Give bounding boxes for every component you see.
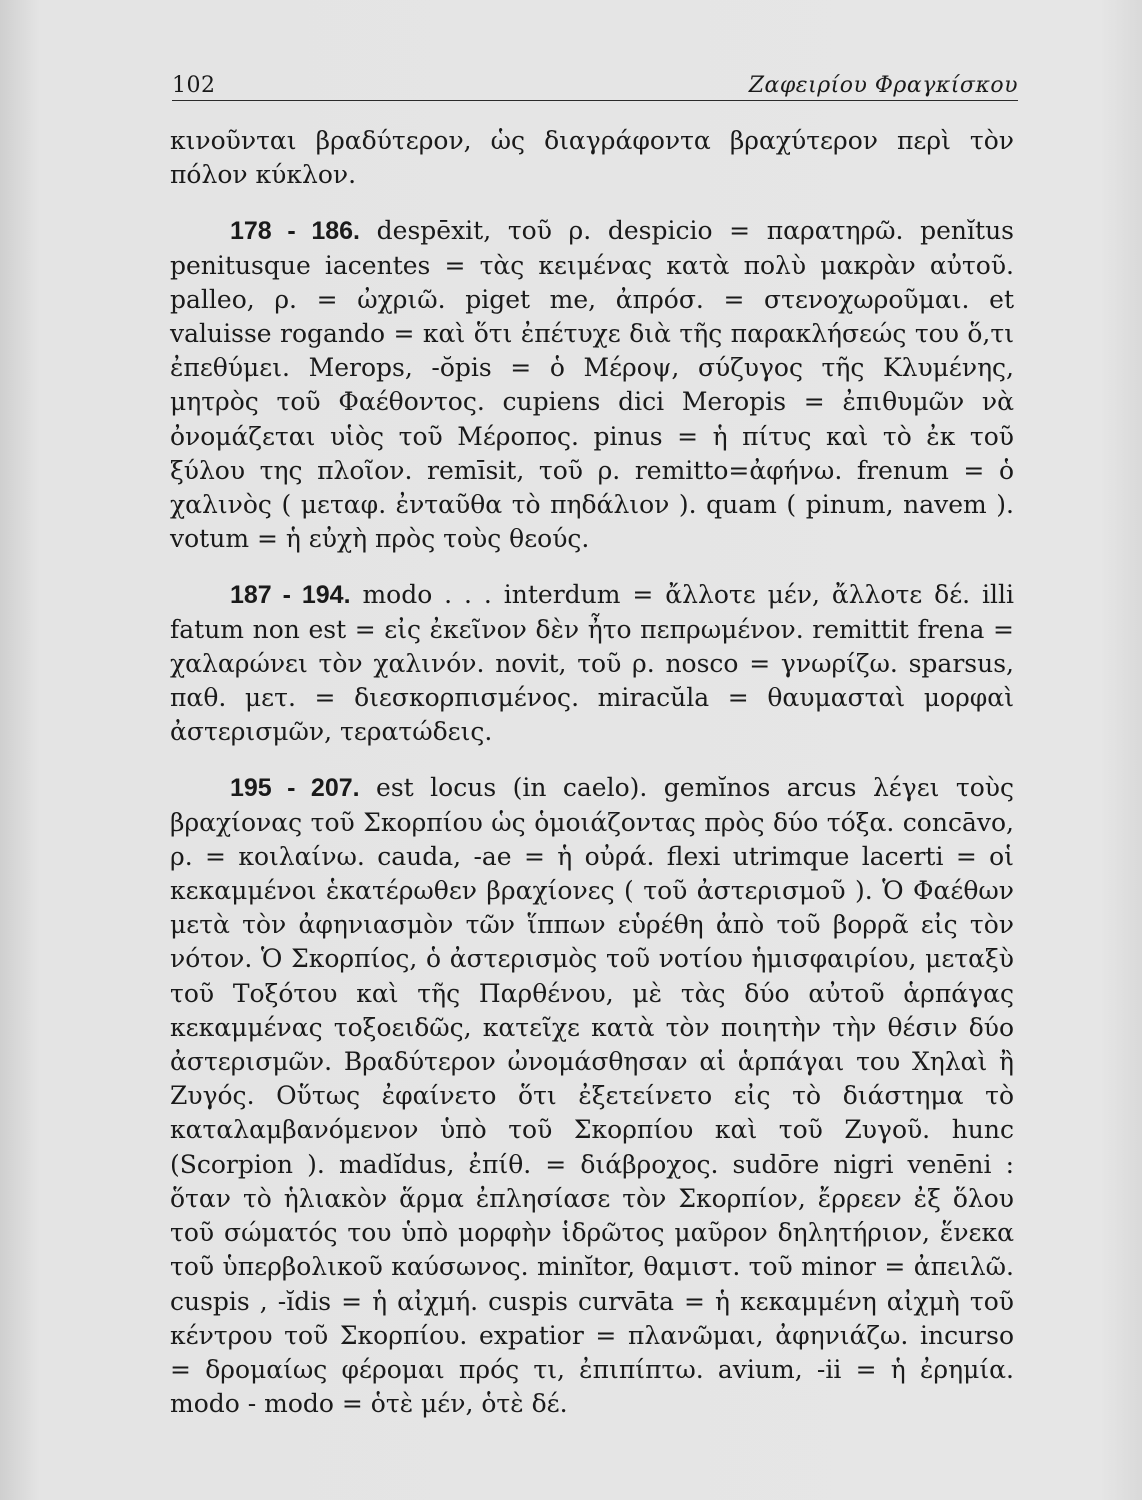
paragraph-continuation bbox=[170, 124, 1014, 192]
running-head bbox=[172, 58, 1018, 98]
paragraph-text: κινοῦνται βραδύτερον, ὡς διαγράφοντα βραχύτερον περὶ τὸν πόλον κύκλον. bbox=[170, 126, 1014, 190]
paragraph-187-194 bbox=[170, 578, 1014, 749]
paragraph-195-207 bbox=[170, 771, 1014, 1421]
paragraph-text: modo . . . interdum = ἄλλοτε μέν, ἄλλοτε δέ. illi fatum non est = εἰς ἐκεῖνον δὲν ἦτο πεπρωμένον. remittit frena = χαλαρώνει τὸν χαλινόν. novit, τοῦ ρ. nosco = γνωρίζω. sparsus, παθ. μετ. = διεσκορπισμένος. miracŭla = θαυμασταὶ μορφαὶ ἀστερισμῶν, τερατώδεις. bbox=[170, 580, 1014, 747]
paragraph-178-186 bbox=[170, 214, 1014, 556]
verse-range: 195 - 207. bbox=[230, 774, 360, 803]
header-rule bbox=[172, 100, 1018, 101]
running-title: Ζαφειρίου Φραγκίσκου bbox=[748, 73, 1018, 98]
verse-range: 187 - 194. bbox=[230, 581, 351, 610]
page-body bbox=[170, 124, 1014, 1421]
paragraph-text: despēxit, τοῦ ρ. despicio = παρατηρῶ. penĭtus penitusque iacentes = τὰς κειμένας κατὰ πολὺ μακρὰν αὐτοῦ. palleo, ρ. = ὠχριῶ. piget me, ἀπρόσ. = στενοχωροῦμαι. et valuisse rogando = καὶ ὅτι ἐπέτυχε διὰ τῆς παρακλήσεώς του ὅ,τι ἐπεθύμει. Merops, -ŏpis = ὁ Μέροψ, σύζυγος τῆς Κλυμένης, μητρὸς τοῦ Φαέθοντος. cupiens dici Meropis = ἐπιθυμῶν νὰ ὀνομάζεται υἱὸς τοῦ Μέροπος. pinus = ἡ πίτυς καὶ τὸ ἐκ τοῦ ξύλου της πλοῖον. remīsit, τοῦ ρ. remitto=ἀφήνω. frenum = ὁ χαλινὸς ( μεταφ. ἐνταῦθα τὸ πηδάλιον ). quam ( pinum, navem ). votum = ἡ εὐχὴ πρὸς τοὺς θεούς. bbox=[170, 216, 1014, 554]
paragraph-text: est locus (in caelo). gemĭnos arcus λέγει τοὺς βραχίονας τοῦ Σκορπίου ὡς ὁμοιάζοντας πρὸς δύο τόξα. concāvo, ρ. = κοιλαίνω. cauda, -ae = ἡ οὐρά. flexi utrimque lacerti = οἱ κεκαμμένοι ἑκατέρωθεν βραχίονες ( τοῦ ἀστερισμοῦ ). Ὁ Φαέθων μετὰ τὸν ἀφηνιασμὸν τῶν ἵππων εὑρέθη ἀπὸ τοῦ βορρᾶ εἰς τὸν νότον. Ὁ Σκορπίος, ὁ ἀστερισμὸς τοῦ νοτίου ἡμισφαιρίου, μεταξὺ τοῦ Τοξότου καὶ τῆς Παρθένου, μὲ τὰς δύο αὐτοῦ ἁρπάγας κεκαμμένας τοξοειδῶς, κατεῖχε κατὰ τὸν ποιητὴν τὴν θέσιν δύο ἀστερισμῶν. Βραδύτερον ὠνομάσθησαν αἱ ἁρπάγαι του Χηλαὶ ἢ Ζυγός. Οὕτως ἐφαίνετο ὅτι ἐξετείνετο εἰς τὸ διάστημα τὸ καταλαμβανόμενον ὑπὸ τοῦ Σκορπίου καὶ τοῦ Ζυγοῦ. hunc (Scorpion ). madĭdus, ἐπίθ. = διάβροχος. sudōre nigri venēni : ὅταν τὸ ἡλιακὸν ἅρμα ἐπλησίασε τὸν Σκορπίον, ἔρρεεν ἐξ ὅλου τοῦ σώματός του ὑπὸ μορφὴν ἱδρῶτος μαῦρον δηλητήριον, ἕνεκα τοῦ ὑπερβολικοῦ καύσωνος. minĭtor, θαμιστ. τοῦ minor = ἀπειλῶ. cuspis , -ĭdis = ἡ αἰχμή. cuspis curvāta = ἡ κεκαμμένη αἰχμὴ τοῦ κέντρου τοῦ Σκορπίου. expatior = πλανῶμαι, ἀφηνιάζω. incurso = δρομαίως φέρομαι πρός τι, ἐπιπίπτω. avium, -ii = ἡ ἐρημία. modo - modo = ὁτὲ μέν, ὁτὲ δέ. bbox=[170, 773, 1014, 1419]
page-number: 102 bbox=[172, 73, 216, 98]
verse-range: 178 - 186. bbox=[230, 217, 360, 246]
